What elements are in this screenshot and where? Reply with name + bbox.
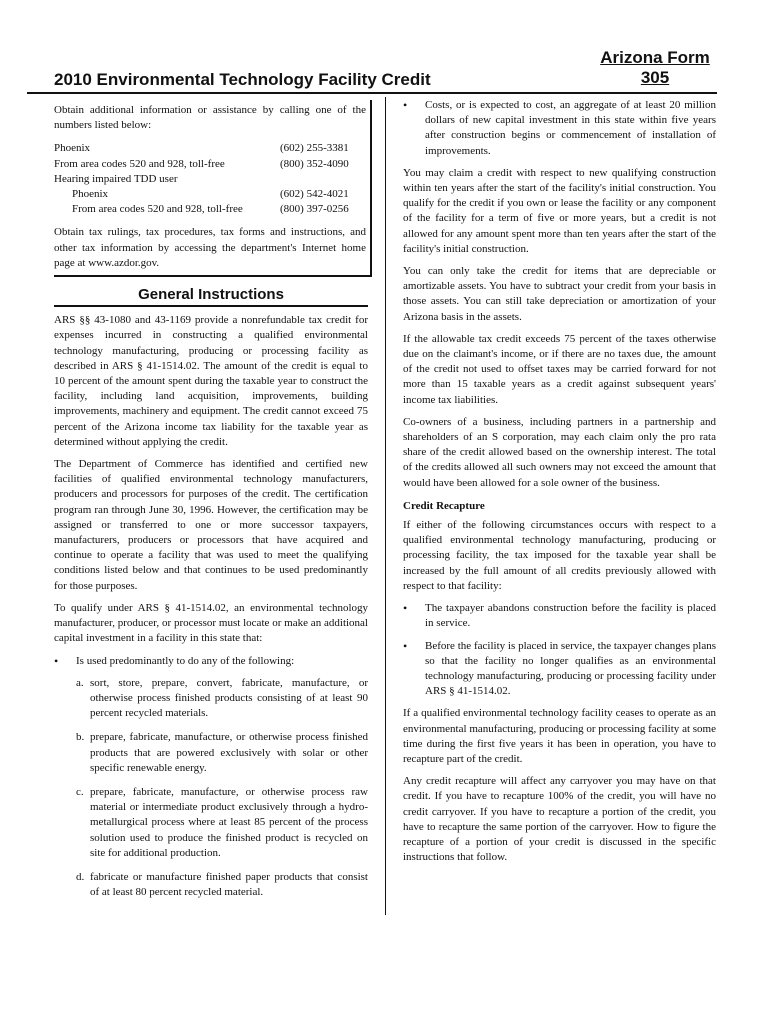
paragraph: The Department of Commerce has identified and certified new facilities of qualified environmental technology manufacturers, producers and processors for purposes of the credit. The certification program ran through June 30, 1996. However, the certification may be assigned or transferred to one or more successor taxpayers, manufacturers, producers or processors that have acquired and continue to operate a facility that was used to meet the qualifying conditions listed below and that continues to be used predominantly for those purposes. (54, 458, 368, 592)
phone-label: Phoenix (54, 142, 91, 155)
bullet-icon: • (403, 601, 408, 616)
contact-info-box (54, 100, 372, 277)
bullet-icon: • (403, 98, 408, 112)
item-text: prepare, fabricate, manufacture, or otherwise process raw material or intermediate product exclusively through a hydro-metallurgical process where at least 85 percent of the process solution used to produce the finished product is recycled on site for additional production. (90, 785, 368, 859)
paragraph: If either of the following circumstances occurs with respect to a qualified environmental technology manufacturing, producing or processing facility, the tax imposed for the taxable year shall be increased by the full amount of all credits previously allowed with respect to that facility: (403, 519, 716, 592)
paragraph: Any credit recapture will affect any carryover you may have on that credit. If you have to recapture 100% of the credit, you will have no credit carryover. If you have to recapture a portion of the credit, you have to recapture the same portion of the carryover. How to figure the recapture of a portion of your credit is discussed in the specific instructions that follow. (403, 775, 716, 864)
item-text: prepare, fabricate, manufacture, or otherwise process finished products that are powered exclusively with solar or other specific renewable energy. (90, 731, 368, 774)
form-id (594, 48, 716, 88)
item-text: sort, store, prepare, convert, fabricate, manufacture, or otherwise process finished products consisting of at least 90 percent recycled materials. (90, 676, 368, 720)
paragraph: If a qualified environmental technology facility ceases to operate as an environmental manufacturing, producing or processing facility at some time during the first five years it has been in operation, you have to recapture part of the credit. (403, 707, 716, 765)
bullet-text: Before the facility is placed in service, the taxpayer changes plans so that the facility no longer qualifies as an environmental technology manufacturing, producing or processing facility under ARS § 41-1514.02. (425, 639, 716, 698)
phone-label: Phoenix (72, 188, 109, 201)
list-item (76, 730, 368, 776)
phone-number: (800) 397-0256 (280, 203, 349, 216)
column-divider (385, 97, 386, 915)
title-rule (27, 92, 717, 94)
list-item (76, 870, 368, 900)
phone-number: (800) 352-4090 (280, 157, 349, 170)
tdd-label: Hearing impaired TDD user (54, 172, 178, 185)
bullet-icon: • (54, 653, 59, 668)
phone-row (54, 141, 366, 156)
bullet-item (54, 654, 368, 669)
item-letter: a. (76, 676, 84, 689)
phone-number: (602) 255-3381 (280, 142, 349, 155)
phone-label: From area codes 520 and 928, toll-free (72, 203, 243, 216)
bullet-item (403, 639, 716, 700)
item-letter: b. (76, 731, 85, 744)
bullet-item (403, 601, 716, 631)
phone-row (54, 157, 366, 172)
bullet-icon: • (403, 638, 408, 653)
website-note: Obtain tax rulings, tax procedures, tax forms and instructions, and other tax information by accessing the department's Internet home page at www.azdor.gov. (54, 226, 366, 269)
form-label: Arizona Form (600, 48, 710, 67)
bullet-item (403, 98, 716, 159)
paragraph: ARS §§ 43-1080 and 43-1169 provide a nonrefundable tax credit for expenses incurred in constructing a qualified environmental technology manufacturing, producing or processing facility as described in ARS § 41-1514.02. The amount of the credit is equal to 10 percent of the amount spent during the taxable year to construct the facility, including land acquisition, improvements, building improvements, machinery and equipment. The credit cannot exceed 75 percent of the Arizona income tax liability for the taxable year as determined without applying the credit. (54, 314, 368, 448)
list-item (76, 785, 368, 861)
bullet-text: Is used predominantly to do any of the following: (76, 654, 295, 667)
item-text: fabricate or manufacture finished paper products that consist of at least 80 percent recycled material. (90, 870, 368, 899)
paragraph: If the allowable tax credit exceeds 75 percent of the taxes otherwise due on the claimant's income, or if there are no taxes due, the amount of the credit not used to offset taxes may be carried forward for not more than 15 taxable years as a credit against subsequent years' income tax liabilities. (403, 332, 716, 406)
list-item (76, 676, 368, 722)
left-column (54, 98, 368, 909)
credit-recapture-heading: Credit Recapture (403, 499, 485, 512)
bullet-text: The taxpayer abandons construction before the facility is placed in service. (425, 602, 716, 630)
paragraph: To qualify under ARS § 41-1514.02, an environmental technology manufacturer, producer, or processor must locate or make an additional capital investment in a facility in this state that: (54, 601, 368, 645)
document-title: 2010 Environmental Technology Facility Credit (54, 70, 431, 89)
general-instructions-heading: General Instructions (54, 283, 368, 307)
form-number: 305 (640, 68, 670, 87)
item-letter: c. (76, 785, 84, 798)
bullet-text: Costs, or is expected to cost, an aggregate of at least 20 million dollars of new capital investment in this state within five years after construction begins or commencement of installation of improvements. (425, 99, 716, 157)
phone-row (54, 202, 366, 217)
right-column (403, 98, 716, 872)
paragraph: You may claim a credit with respect to new qualifying construction within ten years after the start of the facility's initial construction. You qualify for the credit if you own or lease the facility or any component of the facility for a term of five or more years, but a credit is not allowed for any amount spent more than ten years after the start of the facility's initial construction. (403, 166, 716, 255)
item-letter: d. (76, 870, 85, 883)
phone-number: (602) 542-4021 (280, 188, 349, 201)
phone-row (54, 187, 366, 202)
paragraph: Co-owners of a business, including partners in a partnership and shareholders of an S corporation, may each claim only the pro rata share of the credit allowed based on the ownership interest. The total of the credits allowed all such owners may not exceed the amount that would have been allowed for a sole owner of the business. (403, 415, 716, 489)
phone-label: From area codes 520 and 928, toll-free (54, 157, 225, 170)
contact-intro: Obtain additional information or assistance by calling one of the numbers listed below: (54, 104, 366, 132)
paragraph: You can only take the credit for items that are depreciable or amortizable assets. You have to subtract your credit from your basis in those assets. You can still take depreciation or amortization of your Arizona basis in the assets. (403, 265, 716, 323)
